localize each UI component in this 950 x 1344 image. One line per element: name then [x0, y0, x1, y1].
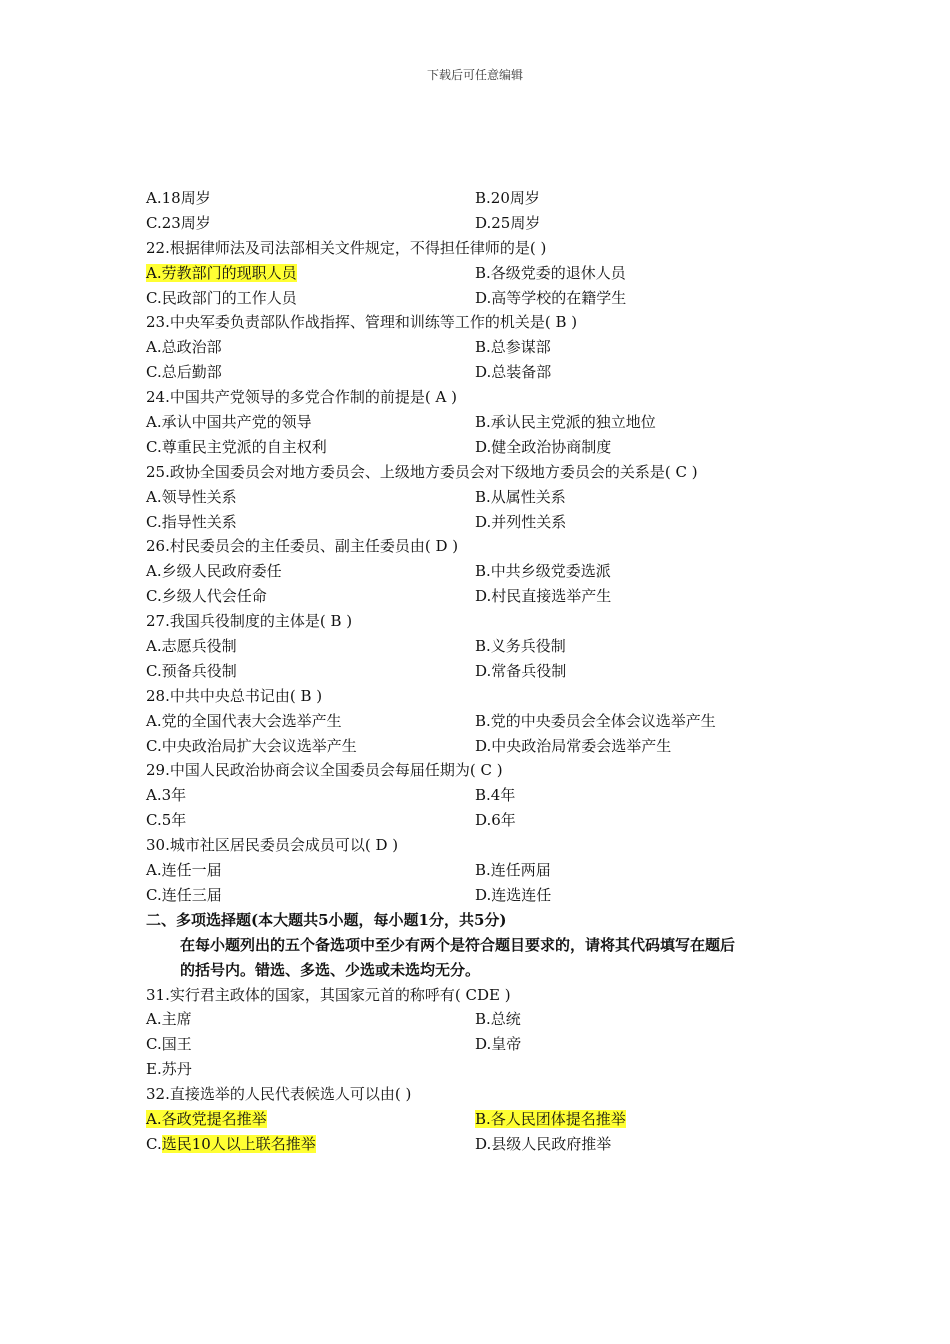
exam-line — [146, 709, 846, 734]
option-left: C.总后勤部 — [146, 363, 222, 382]
option-right: D.连选连任 — [475, 885, 552, 904]
option-right: D.并列性关系 — [475, 512, 567, 531]
option-right: B.总统 — [475, 1010, 521, 1029]
exam-line — [146, 783, 846, 808]
exam-line — [146, 186, 846, 211]
option-left: C.民政部门的工作人员 — [146, 288, 297, 307]
option-left: C.指导性关系 — [146, 512, 237, 531]
exam-line — [146, 510, 846, 535]
option-left: C.中央政治局扩大会议选举产生 — [146, 736, 357, 755]
question-text: 25.政协全国委员会对地方委员会、上级地方委员会对下级地方委员会的关系是( C ) — [146, 462, 698, 481]
exam-line — [146, 858, 846, 883]
option-left: A.连任一届 — [146, 861, 222, 880]
option-left: C.尊重民主党派的自主权利 — [146, 437, 327, 456]
exam-line — [146, 808, 846, 833]
question-text: 24.中国共产党领导的多党合作制的前提是( A ) — [146, 388, 457, 407]
exam-line — [146, 734, 846, 759]
exam-line — [146, 659, 846, 684]
exam-content — [146, 186, 846, 1157]
option-right: D.25周岁 — [475, 213, 541, 232]
question-text: 28.中共中央总书记由( B ) — [146, 686, 323, 705]
exam-line — [146, 1132, 846, 1157]
option-left: A.3年 — [146, 786, 187, 805]
option-right: B.中共乡级党委选派 — [475, 562, 611, 581]
exam-line — [146, 261, 846, 286]
page-header: 下载后可任意编辑 — [426, 68, 523, 82]
highlighted-answer: A.劳教部门的现职人员 — [146, 263, 297, 282]
option-right: D.中央政治局常委会选举产生 — [475, 736, 672, 755]
option-left: A.党的全国代表大会选举产生 — [146, 711, 342, 730]
exam-line — [146, 1032, 846, 1057]
option-right: D.村民直接选举产生 — [475, 587, 612, 606]
exam-line — [146, 634, 846, 659]
option-right: B.承认民主党派的独立地位 — [475, 413, 656, 432]
question-text: E.苏丹 — [146, 1060, 192, 1079]
option-right: B.连任两届 — [475, 861, 551, 880]
option-left: A.主席 — [146, 1010, 192, 1029]
question-text: 26.村民委员会的主任委员、副主任委员由( D ) — [146, 537, 459, 556]
exam-line — [146, 1107, 846, 1132]
question-text: 23.中央军委负责部队作战指挥、管理和训练等工作的机关是( B ) — [146, 313, 578, 332]
question-text: 22.根据律师法及司法部相关文件规定，不得担任律师的是( ) — [146, 238, 547, 257]
option-left: A.承认中国共产党的领导 — [146, 413, 312, 432]
option-left: A.志愿兵役制 — [146, 637, 237, 656]
option-left: C.连任三届 — [146, 885, 222, 904]
section-title: 二、多项选择题(本大题共5小题，每小题1分，共5分) — [146, 910, 507, 929]
exam-line — [146, 410, 846, 435]
option-right: B.党的中央委员会全体会议选举产生 — [475, 711, 716, 730]
option-left: A.18周岁 — [146, 189, 211, 207]
question-text: 32.直接选举的人民代表候选人可以由( ) — [146, 1085, 412, 1104]
exam-line — [146, 559, 846, 584]
option-right — [475, 1107, 626, 1132]
option-right: D.6年 — [475, 811, 516, 830]
option-right: B.从属性关系 — [475, 487, 566, 506]
section-instruction: 在每小题列出的五个备选项中至少有两个是符合题目要求的，请将其代码填写在题后 — [180, 935, 736, 954]
option-right: D.高等学校的在籍学生 — [475, 288, 627, 307]
exam-line — [146, 435, 846, 460]
exam-line — [146, 1007, 846, 1032]
exam-line — [146, 360, 846, 385]
option-right: B.总参谋部 — [475, 338, 551, 357]
question-text: 30.城市社区居民委员会成员可以( D ) — [146, 836, 399, 855]
option-left — [146, 1107, 267, 1132]
option-right: D.健全政治协商制度 — [475, 437, 612, 456]
option-left: A.总政治部 — [146, 338, 222, 357]
option-right: D.总装备部 — [475, 363, 552, 382]
option-left: C.乡级人代会任命 — [146, 587, 267, 606]
option-left: C.选民10人以上联名推举 — [146, 1134, 316, 1153]
exam-line — [146, 286, 846, 311]
option-right: B.义务兵役制 — [475, 637, 566, 656]
exam-line — [146, 211, 846, 236]
option-left: C.23周岁 — [146, 213, 211, 232]
option-left: C.5年 — [146, 811, 187, 830]
section-instruction: 的括号内。错选、多选、少选或未选均无分。 — [180, 960, 481, 979]
exam-line — [146, 485, 846, 510]
exam-line — [146, 584, 846, 609]
option-left: C.预备兵役制 — [146, 661, 237, 680]
question-text: 27.我国兵役制度的主体是( B ) — [146, 612, 353, 631]
option-right: D.常备兵役制 — [475, 661, 567, 680]
option-left: A.乡级人民政府委任 — [146, 562, 282, 581]
option-left — [146, 261, 297, 286]
highlighted-answer: 选民10人以上联名推举 — [161, 1134, 316, 1153]
question-text: 31.实行君主政体的国家，其国家元首的称呼有( CDE ) — [146, 985, 511, 1004]
option-right: D.皇帝 — [475, 1035, 522, 1054]
option-left: C.国王 — [146, 1035, 192, 1054]
question-text: 29.中国人民政治协商会议全国委员会每届任期为( C ) — [146, 761, 503, 780]
option-right: B.4年 — [475, 786, 516, 805]
option-right: B.各级党委的退休人员 — [475, 263, 626, 282]
highlighted-answer: B.各人民团体提名推举 — [475, 1109, 626, 1128]
option-right: B.20周岁 — [475, 189, 540, 207]
highlighted-answer: A.各政党提名推举 — [146, 1109, 267, 1128]
option-right: D.县级人民政府推举 — [475, 1134, 612, 1153]
exam-line — [146, 335, 846, 360]
option-left: A.领导性关系 — [146, 487, 237, 506]
exam-line — [146, 883, 846, 908]
